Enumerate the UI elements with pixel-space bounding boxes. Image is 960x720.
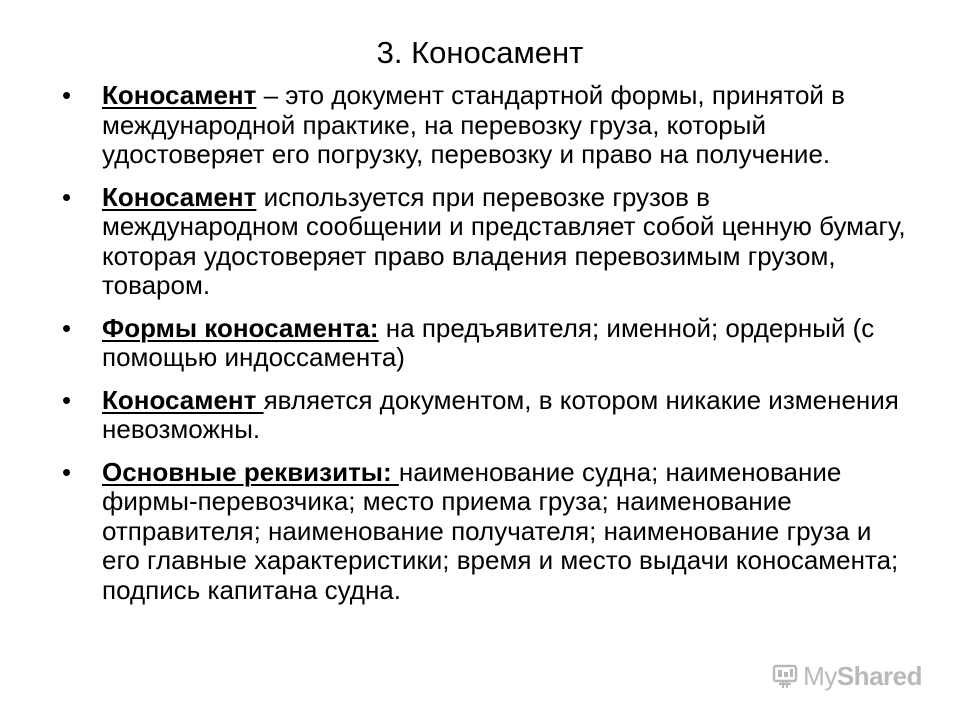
- bullet-marker: •: [62, 181, 72, 212]
- bullet-term: Коносамент: [102, 80, 257, 110]
- bullet-marker: •: [62, 80, 72, 110]
- bullet-text: на предъявителя; именной; ордерный (с помощью индоссамента): [102, 312, 875, 372]
- bullet-text: наименование судна; наименование фирмы-перевозчика; место приема груза; наименование отправителя; наименование получателя; наименование груза и его главные характеристики; время и место выдачи коносамента; подпись капитана судна.: [102, 456, 899, 605]
- bullet-item: [62, 458, 912, 606]
- bullet-term: Коносамент: [102, 384, 264, 415]
- myshared-watermark: [771, 662, 922, 690]
- bullet-term: Основные реквизиты:: [102, 456, 399, 487]
- bullet-item: [62, 386, 912, 445]
- bullet-item: [62, 183, 912, 301]
- bullet-marker: •: [62, 456, 72, 487]
- slide-title: 3. Коносамент: [376, 35, 584, 70]
- bullet-marker: •: [62, 312, 72, 343]
- bullet-marker: •: [62, 384, 72, 415]
- bullet-item: [62, 314, 912, 373]
- watermark-brand: MyShared: [803, 660, 922, 691]
- bullet-term: Формы коносамента:: [102, 312, 379, 343]
- bullet-text: является документом, в котором никакие изменения невозможны.: [102, 384, 899, 444]
- bullet-item: [62, 81, 912, 170]
- bullet-term: Коносамент: [102, 181, 257, 212]
- bullet-text: – это документ стандартной формы, принятой в международной практике, на перевозку груза, который удостоверяет его погрузку, перевозку и право на получение.: [102, 80, 845, 169]
- presentation-board-icon: [771, 662, 799, 690]
- bullet-text: используется при перевозке грузов в международном сообщении и представляет собой ценную бумагу, которая удостоверяет право владения перевозимым грузом, товаром.: [102, 181, 906, 300]
- bullet-list: [62, 81, 912, 618]
